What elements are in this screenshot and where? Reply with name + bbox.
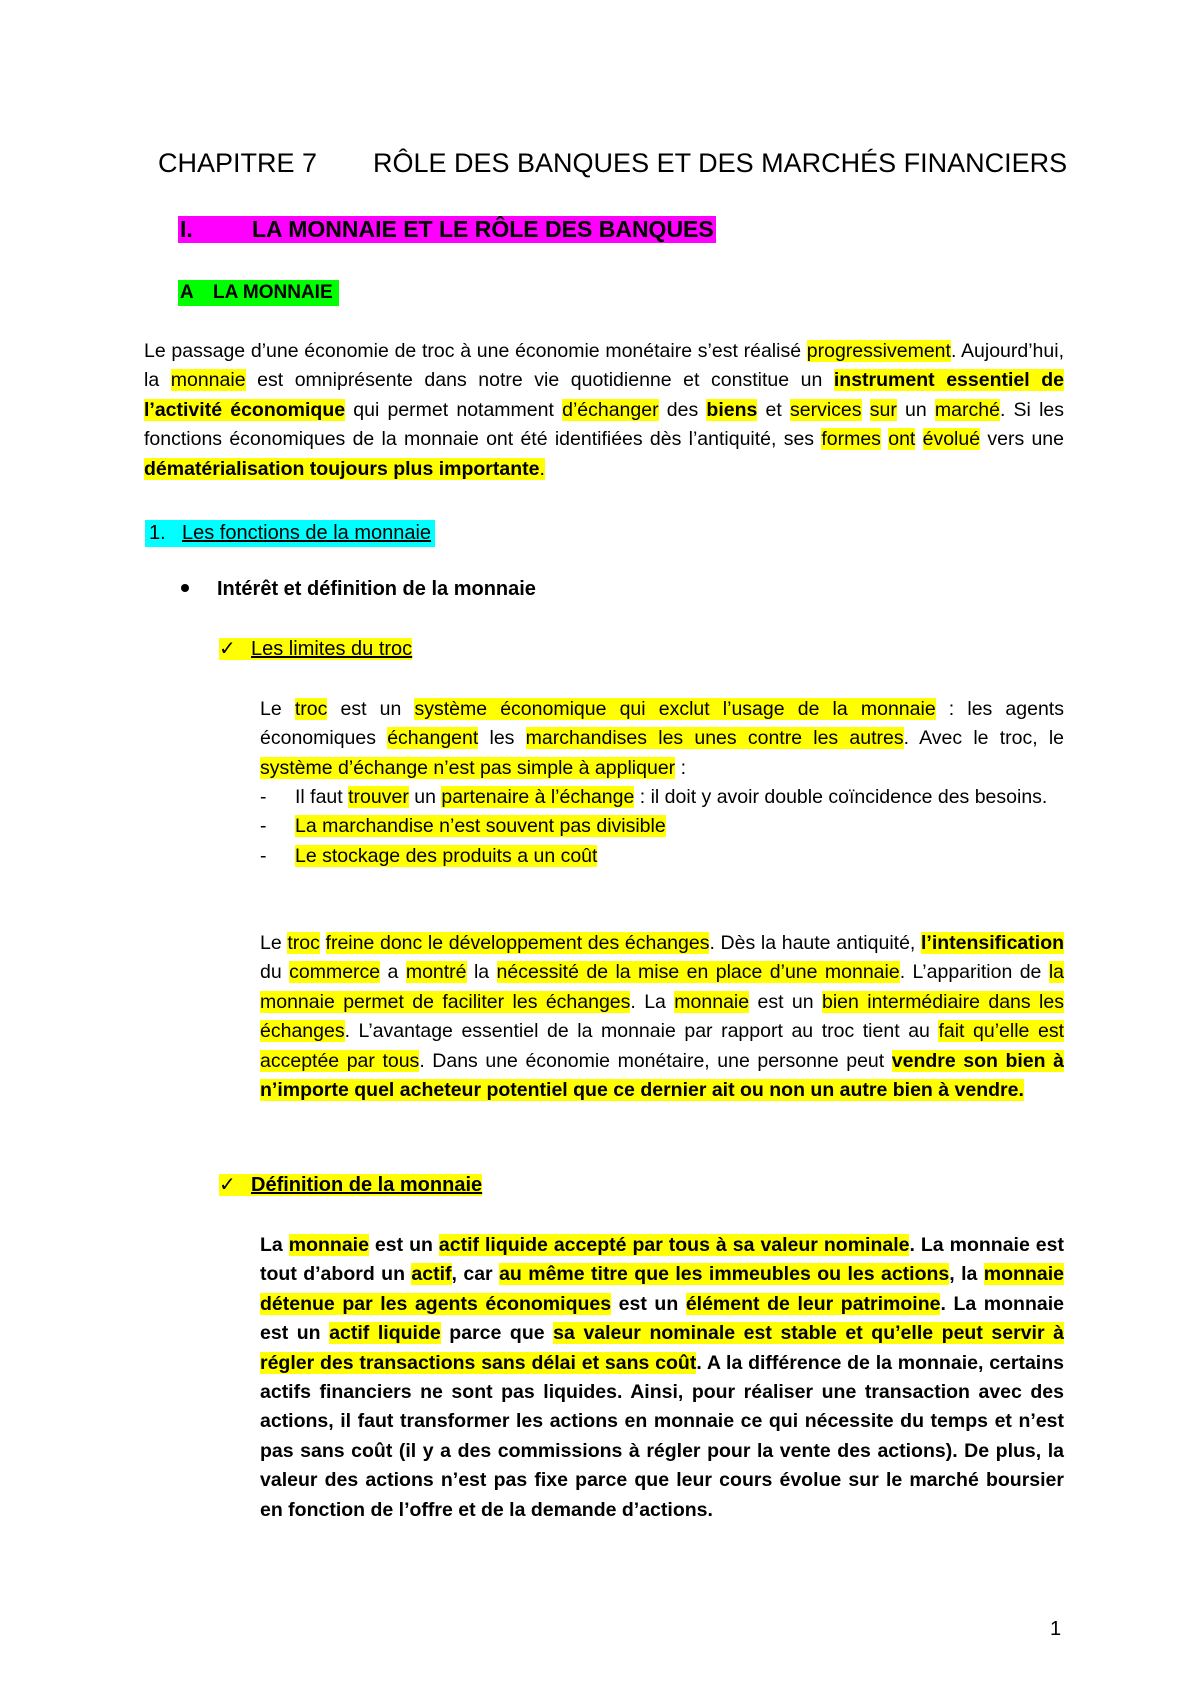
subsection-heading-a — [178, 280, 339, 306]
list-item: - Le stockage des produits a un coût — [260, 844, 598, 867]
section-heading-1 — [145, 520, 435, 547]
section-number: 1. — [149, 522, 166, 544]
development-paragraph: Le troc freine donc le développement des échanges. Dès la haute antiquité, l’intensification du commerce a montré la nécessité de la mise en place d’une monnaie. L’apparition de la monnaie permet de faciliter les échanges. La monnaie est un bien intermédiaire dans les échanges. L’avantage essentiel de la monnaie par rapport au troc tient au fait qu’elle est acceptée par tous. Dans une économie monétaire, une personne peut vendre son bien à n’importe quel acheteur potentiel que ce dernier ait ou non un autre bien à vendre. — [260, 932, 1065, 1102]
bullet-label: Intérêt et définition de la monnaie — [217, 578, 536, 600]
definition-paragraph: La monnaie est un actif liquide accepté par tous à sa valeur nominale. La monnaie est tout d’abord un actif, car au même titre que les immeubles ou les actions, la monnaie détenue par les agents économiques est un élément de leur patrimoine. La monnaie est un actif liquide parce que sa valeur nominale est stable et qu’elle peut servir à régler des transactions sans délai et sans coût. A la différence de la monnaie, certains actifs financiers ne sont pas liquides. Ainsi, pour réaliser une transaction avec des actions, il faut transformer les actions en monnaie ce qui nécessite du temps et n’est pas sans coût (il y a des commissions à régler pour la vente des actions). De plus, la valeur des actions n’est pas fixe parce que leur cours évolue sur le marché boursier en fonction de l’offre et de la demande d’actions. — [260, 1234, 1064, 1521]
section-label: LA MONNAIE ET LE RÔLE DES BANQUES — [252, 216, 714, 242]
check-heading-troc — [219, 636, 412, 661]
bullet-icon — [181, 584, 189, 592]
page-number: 1 — [1050, 1618, 1062, 1640]
checkmark-icon: ✓ — [219, 1174, 236, 1196]
section-heading-i — [178, 216, 716, 243]
check-heading-definition — [219, 1172, 482, 1197]
chapter-number: CHAPITRE 7 — [158, 148, 318, 178]
chapter-title — [158, 148, 1068, 179]
check-label: Les limites du troc — [251, 638, 413, 660]
list-item: - Il faut trouver un partenaire à l’échange : il doit y avoir double coïncidence des besoins. — [260, 786, 1048, 808]
list-item: - La marchandise n’est souvent pas divisible — [260, 815, 666, 838]
subsection-number: A — [180, 282, 194, 303]
troc-limits-list — [260, 783, 1064, 871]
section-number: I. — [180, 216, 193, 242]
troc-paragraph: Le troc est un système économique qui exclut l’usage de la monnaie : les agents économiques échangent les marchandises les unes contre les autres. Avec le troc, le système d’échange n’est pas simple à appliquer : — [260, 698, 1065, 779]
section-label: Les fonctions de la monnaie — [182, 522, 432, 544]
bullet-heading — [181, 578, 536, 601]
checkmark-icon: ✓ — [219, 638, 236, 660]
check-label: Définition de la monnaie — [251, 1174, 483, 1196]
chapter-title-text: RÔLE DES BANQUES ET DES MARCHÉS FINANCIERS — [373, 148, 1068, 178]
intro-paragraph: Le passage d’une économie de troc à une économie monétaire s’est réalisé progressivement. Aujourd’hui, la monnaie est omniprésente dans notre vie quotidienne et constitue un instrument essentiel de l’activité économique qui permet notamment d’échanger des biens et services sur un marché. Si les fonctions économiques de la monnaie ont été identifiées dès l’antiquité, ses formes ont évolué vers une dématérialisation toujours plus importante. — [144, 340, 1064, 480]
subsection-label: LA MONNAIE — [213, 282, 333, 303]
